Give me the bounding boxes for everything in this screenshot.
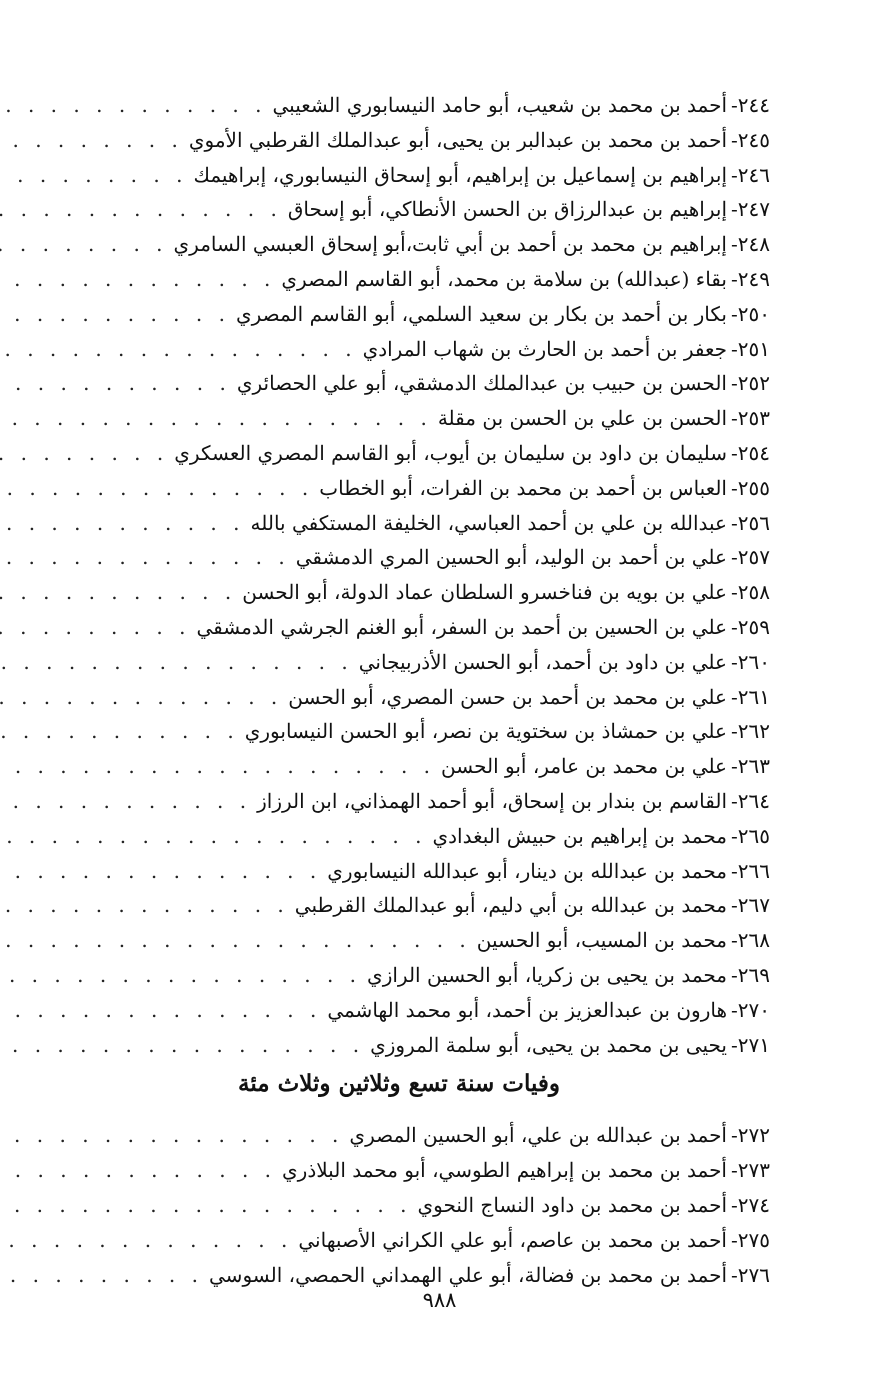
entry-number: ٢٦٩- (731, 962, 770, 987)
entry-title: جعفر بن أحمد بن الحارث بن شهاب المرادي (362, 336, 727, 361)
entry-title: بكار بن أحمد بن بكار بن سعيد السلمي، أبو القاسم المصري (235, 301, 727, 326)
index-entry (28, 1028, 770, 1063)
index-entry (28, 645, 770, 680)
index-entry (28, 923, 770, 958)
leader-dots (0, 123, 189, 158)
index-entry (28, 575, 770, 610)
leader-dots (0, 1188, 417, 1223)
index-entry (28, 1188, 770, 1223)
entry-title: علي بن بويه بن فناخسرو السلطان عماد الدولة، أبو الحسن (242, 580, 727, 605)
leader-dots (0, 540, 296, 575)
leader-dots (0, 192, 288, 227)
index-entry (28, 1153, 770, 1188)
entry-number: ٢٧١- (731, 1032, 770, 1057)
leader-dots (0, 158, 193, 193)
entry-title: أحمد بن محمد بن إبراهيم الطوسي، أبو محمد البلاذري (282, 1158, 727, 1183)
entry-title: الحسن بن علي بن الحسن بن مقلة (437, 406, 727, 431)
index-entry (28, 123, 770, 158)
entries-list-1 (28, 88, 770, 1062)
leader-dots (0, 366, 237, 401)
entry-number: ٢٦٧- (731, 893, 770, 918)
leader-dots (0, 297, 236, 332)
entry-number: ٢٥٣- (731, 406, 770, 431)
index-entry (28, 680, 770, 715)
entry-number: ٢٧٠- (731, 997, 770, 1022)
entry-title: العباس بن أحمد بن محمد بن الفرات، أبو الخطاب (319, 475, 727, 500)
page-number: ٩٨٨ (422, 1288, 457, 1312)
leader-dots (0, 610, 196, 645)
entry-number: ٢٧٦- (731, 1262, 770, 1287)
entry-number: ٢٥٨- (731, 580, 770, 605)
entry-title: علي بن أحمد بن الوليد، أبو الحسين المري الدمشقي (295, 545, 727, 570)
entry-number: ٢٧٢- (731, 1123, 770, 1148)
entry-number: ٢٧٣- (731, 1158, 770, 1183)
entry-number: ٢٦٢- (731, 719, 770, 744)
entry-title: علي بن حمشاذ بن سختوية بن نصر، أبو الحسن النيسابوري (244, 719, 727, 744)
leader-dots (0, 958, 367, 993)
leader-dots (0, 1118, 349, 1153)
entry-number: ٢٤٧- (731, 197, 770, 222)
leader-dots (0, 575, 242, 610)
leader-dots (0, 88, 272, 123)
entry-title: محمد بن عبدالله بن أبي دليم، أبو عبدالملك القرطبي (294, 893, 727, 918)
entry-title: محمد بن المسيب، أبو الحسين (476, 928, 727, 953)
entry-title: محمد بن إبراهيم بن حبيش البغدادي (432, 823, 727, 848)
leader-dots (0, 471, 319, 506)
entry-title: محمد بن يحيى بن زكريا، أبو الحسين الرازي (367, 962, 727, 987)
entry-number: ٢٧٤- (731, 1192, 770, 1217)
index-entry (28, 819, 770, 854)
entry-title: يحيى بن محمد بن يحيى، أبو سلمة المروزي (370, 1032, 727, 1057)
entry-title: علي بن داود بن أحمد، أبو الحسن الأذربيجاني (358, 649, 727, 674)
entry-title: إبراهيم بن محمد بن أحمد بن أبي ثابت،أبو إسحاق العبسي السامري (173, 232, 727, 257)
entry-title: عبدالله بن علي بن أحمد العباسي، الخليفة المستكفي بالله (250, 510, 727, 535)
index-entry (28, 1223, 770, 1258)
entry-title: علي بن محمد بن عامر، أبو الحسن (441, 754, 727, 779)
leader-dots (0, 1028, 370, 1063)
entry-title: علي بن محمد بن أحمد بن حسن المصري، أبو الحسن (288, 684, 727, 709)
index-entry (28, 401, 770, 436)
entry-title: محمد بن عبدالله بن دينار، أبو عبدالله النيسابوري (327, 858, 727, 883)
index-entry (28, 332, 770, 367)
index-entry (28, 227, 770, 262)
index-entry (28, 506, 770, 541)
entry-number: ٢٤٦- (731, 162, 770, 187)
entry-number: ٢٧٥- (731, 1227, 770, 1252)
entry-number: ٢٥٤- (731, 440, 770, 465)
entry-title: إبراهيم بن إسماعيل بن إبراهيم، أبو إسحاق النيسابوري، إبراهيمك (193, 162, 727, 187)
entry-title: إبراهيم بن عبدالرزاق بن الحسن الأنطاكي، أبو إسحاق (287, 197, 727, 222)
index-entry (28, 784, 770, 819)
index-entry (28, 158, 770, 193)
index-entry (28, 1118, 770, 1153)
leader-dots (0, 993, 327, 1028)
entry-title: سليمان بن داود بن سليمان بن أيوب، أبو القاسم المصري العسكري (174, 440, 727, 465)
index-entry (28, 749, 770, 784)
entry-number: ٢٤٤- (731, 93, 770, 117)
entries-list-2 (28, 1118, 770, 1292)
entry-number: ٢٦٦- (731, 858, 770, 883)
leader-dots (0, 714, 245, 749)
index-entry (28, 958, 770, 993)
entry-title: أحمد بن محمد بن داود النساج النحوي (417, 1192, 727, 1217)
entry-number: ٢٤٩- (731, 266, 770, 291)
leader-dots (0, 888, 295, 923)
entry-number: ٢٥٧- (731, 545, 770, 570)
entry-number: ٢٦٤- (731, 788, 770, 813)
leader-dots (0, 645, 359, 680)
section-heading: وفيات سنة تسع وثلاثين وثلاث مئة (238, 1070, 560, 1098)
index-entry (28, 888, 770, 923)
entry-number: ٢٤٥- (731, 127, 770, 152)
index-entry (28, 366, 770, 401)
entry-title: علي بن الحسين بن أحمد بن السفر، أبو الغنم الجرشي الدمشقي (196, 614, 727, 639)
leader-dots (0, 227, 174, 262)
entry-title: أحمد بن محمد بن شعيب، أبو حامد النيسابوري الشعيبي (272, 93, 727, 117)
entry-title: أحمد بن محمد بن فضالة، أبو علي الهمداني الحمصي، السوسي (209, 1262, 727, 1287)
entry-title: بقاء (عبدالله) بن سلامة بن محمد، أبو القاسم المصري (281, 266, 727, 291)
entry-title: أحمد بن محمد بن عبدالبر بن يحيى، أبو عبدالملك القرطبي الأموي (188, 127, 727, 152)
index-entry (28, 297, 770, 332)
index-entry (28, 192, 770, 227)
index-page (28, 88, 770, 1292)
leader-dots (0, 1153, 282, 1188)
entry-title: أحمد بن محمد بن عاصم، أبو علي الكراني الأصبهاني (298, 1227, 727, 1252)
index-entry (28, 262, 770, 297)
leader-dots (0, 332, 363, 367)
index-entry (28, 471, 770, 506)
entry-title: الحسن بن حبيب بن عبدالملك الدمشقي، أبو علي الحصائري (236, 371, 727, 396)
leader-dots (0, 923, 477, 958)
leader-dots (0, 784, 257, 819)
entry-number: ٢٥١- (731, 336, 770, 361)
index-entry (28, 854, 770, 889)
entry-title: أحمد بن عبدالله بن علي، أبو الحسين المصري (349, 1123, 727, 1148)
leader-dots (0, 262, 281, 297)
leader-dots (0, 819, 432, 854)
entry-number: ٢٥٢- (731, 371, 770, 396)
leader-dots (0, 436, 174, 471)
leader-dots (0, 854, 327, 889)
index-entry (28, 993, 770, 1028)
leader-dots (0, 401, 438, 436)
entry-number: ٢٤٨- (731, 232, 770, 257)
index-entry (28, 88, 770, 123)
index-entry (28, 436, 770, 471)
entry-number: ٢٦٨- (731, 928, 770, 953)
entry-number: ٢٥٠- (731, 301, 770, 326)
index-entry (28, 540, 770, 575)
leader-dots (0, 506, 251, 541)
index-entry (28, 714, 770, 749)
entry-number: ٢٦٣- (731, 754, 770, 779)
entry-number: ٢٥٦- (731, 510, 770, 535)
entry-number: ٢٥٩- (731, 614, 770, 639)
entry-number: ٢٥٥- (731, 475, 770, 500)
entry-number: ٢٦٥- (731, 823, 770, 848)
entry-number: ٢٦٠- (731, 649, 770, 674)
index-entry (28, 610, 770, 645)
entry-title: هارون بن عبدالعزيز بن أحمد، أبو محمد الهاشمي (327, 997, 727, 1022)
leader-dots (0, 680, 288, 715)
entry-title: القاسم بن بندار بن إسحاق، أبو أحمد الهمذاني، ابن الرزاز (257, 788, 727, 813)
leader-dots (0, 749, 441, 784)
entry-number: ٢٦١- (731, 684, 770, 709)
leader-dots (0, 1223, 298, 1258)
